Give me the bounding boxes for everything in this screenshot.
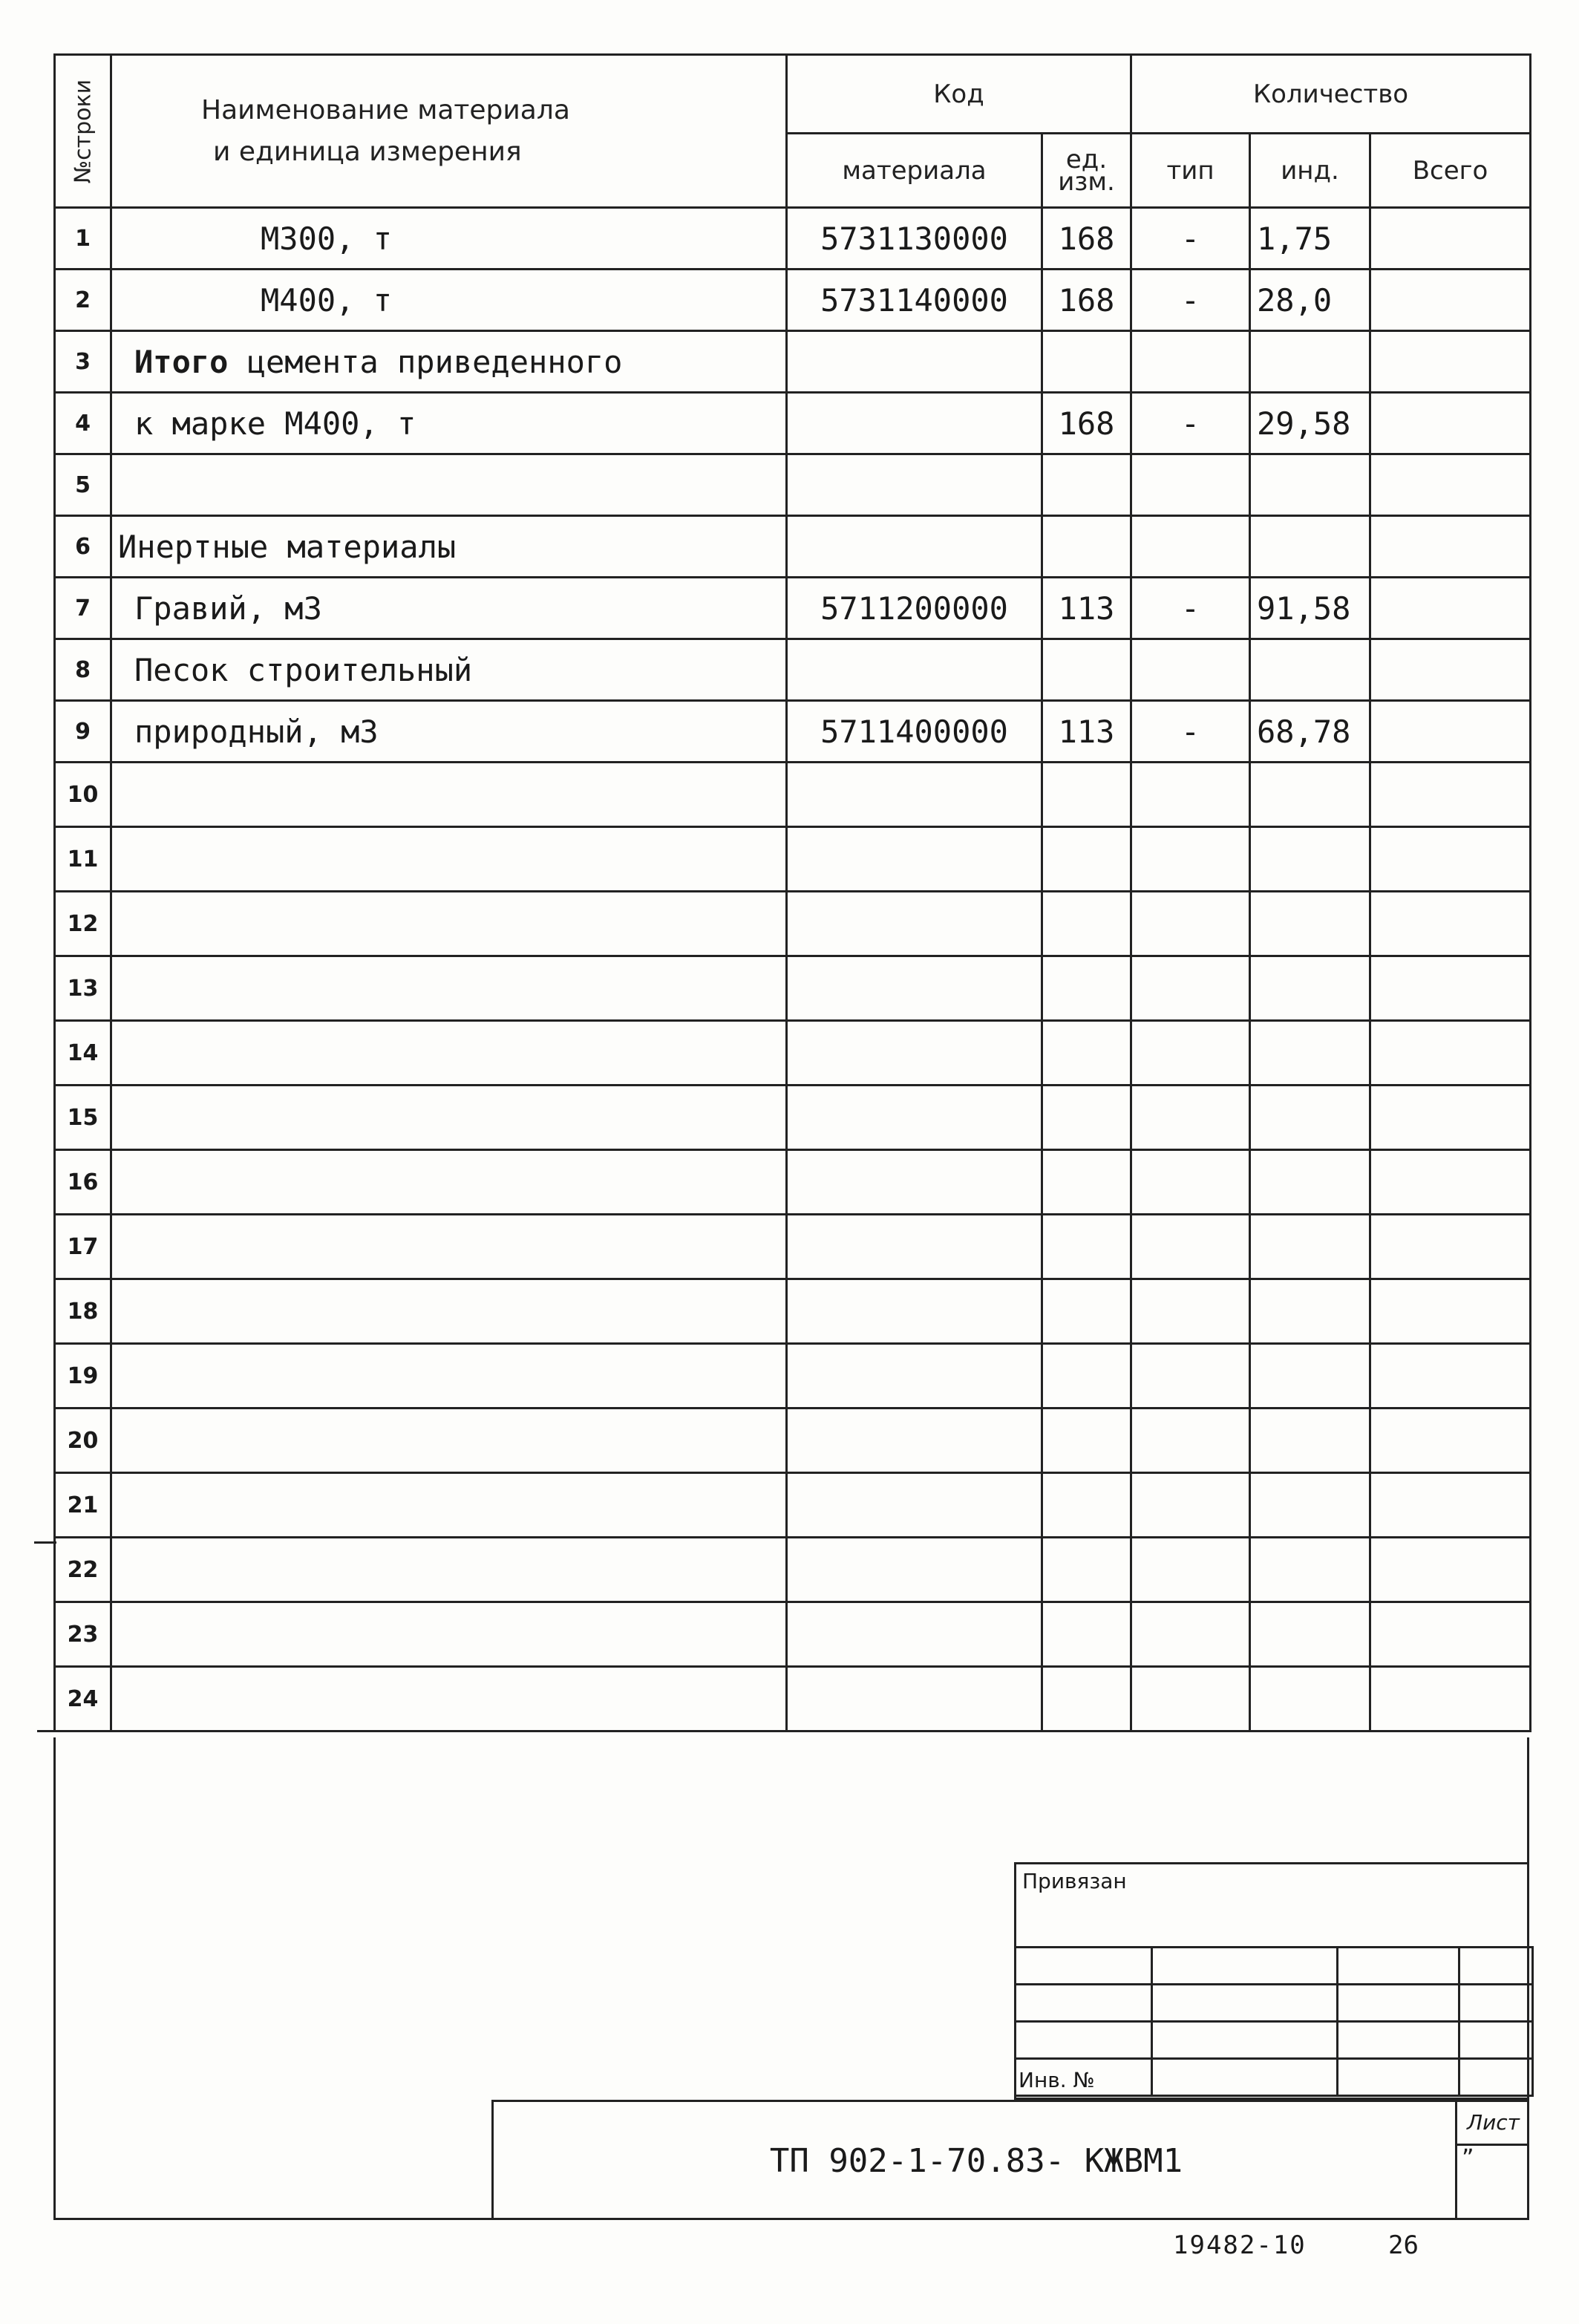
edge-mark [34, 1541, 56, 1544]
individual-value [1250, 1344, 1370, 1409]
unit-code [1042, 1021, 1131, 1086]
table-row [55, 393, 1531, 454]
table-row [55, 1279, 1531, 1344]
row-number: 8 [55, 639, 111, 701]
individual-value: 1,75 [1250, 208, 1370, 270]
quantity-group-header: Количество [1131, 55, 1531, 134]
unit-code [1042, 1473, 1131, 1538]
table-row [55, 331, 1531, 393]
individual-value [1250, 1086, 1370, 1150]
archive-number: 19482-10 [1173, 2230, 1307, 2260]
row-number: 19 [55, 1344, 111, 1409]
table-row [55, 1473, 1531, 1538]
row-number: 11 [55, 827, 111, 892]
row-number: 7 [55, 578, 111, 639]
row-number: 10 [55, 763, 111, 827]
type-value [1131, 454, 1250, 516]
total-value [1370, 1602, 1531, 1667]
table-row [55, 1344, 1531, 1409]
total-value [1370, 892, 1531, 956]
table-row [55, 1667, 1531, 1731]
type-value: - [1131, 701, 1250, 763]
unit-code [1042, 1279, 1131, 1344]
row-number: 24 [55, 1667, 111, 1731]
material-name: к марке М400, т [111, 393, 787, 454]
individual-value [1250, 1602, 1370, 1667]
edge-mark [37, 1730, 55, 1732]
material-code [787, 956, 1042, 1021]
table-row [55, 701, 1531, 763]
table-row [55, 1021, 1531, 1086]
binding-cell [1016, 1948, 1152, 1985]
table-row [55, 1602, 1531, 1667]
individual-value: 28,0 [1250, 270, 1370, 331]
binding-cell [1016, 2022, 1152, 2059]
total-value [1370, 1215, 1531, 1279]
total-header: Всего [1370, 134, 1531, 208]
total-value [1370, 1473, 1531, 1538]
row-number: 3 [55, 331, 111, 393]
binding-cell [1459, 1985, 1533, 2022]
unit-code [1042, 763, 1131, 827]
table-row [55, 208, 1531, 270]
individual-value [1250, 892, 1370, 956]
unit-code [1042, 1215, 1131, 1279]
material-code [787, 331, 1042, 393]
type-value: - [1131, 270, 1250, 331]
unit-code: 168 [1042, 270, 1131, 331]
material-code: 5711200000 [787, 578, 1042, 639]
row-number-header-label: №строки [70, 79, 96, 183]
total-value [1370, 331, 1531, 393]
binding-cell [1152, 2059, 1338, 2096]
page-number: 26 [1388, 2230, 1419, 2260]
row-number: 1 [55, 208, 111, 270]
material-name [111, 331, 787, 393]
material-name: Инертные материалы [111, 516, 787, 578]
material-name [111, 1279, 787, 1344]
total-value [1370, 1279, 1531, 1344]
material-code [787, 1473, 1042, 1538]
table-row [55, 639, 1531, 701]
total-value [1370, 270, 1531, 331]
row-number: 2 [55, 270, 111, 331]
type-value [1131, 331, 1250, 393]
material-code: 5731140000 [787, 270, 1042, 331]
row-number: 21 [55, 1473, 111, 1538]
individual-value [1250, 331, 1370, 393]
table-row [55, 827, 1531, 892]
type-value [1131, 1215, 1250, 1279]
material-code: 5711400000 [787, 701, 1042, 763]
individual-value [1250, 639, 1370, 701]
total-value [1370, 1538, 1531, 1602]
total-value [1370, 1150, 1531, 1215]
table-row [55, 1538, 1531, 1602]
individual-value [1250, 1409, 1370, 1473]
material-name [111, 827, 787, 892]
material-name-rest: цемента приведенного [246, 343, 623, 380]
individual-header: инд. [1250, 134, 1370, 208]
individual-value [1250, 1150, 1370, 1215]
unit-code [1042, 1344, 1131, 1409]
material-code [787, 892, 1042, 956]
total-value [1370, 701, 1531, 763]
material-code [787, 1086, 1042, 1150]
total-value [1370, 516, 1531, 578]
total-value [1370, 763, 1531, 827]
material-code [787, 1602, 1042, 1667]
individual-value: 68,78 [1250, 701, 1370, 763]
material-code [787, 1150, 1042, 1215]
row-number: 16 [55, 1150, 111, 1215]
material-code [787, 1279, 1042, 1344]
unit-code: 168 [1042, 393, 1131, 454]
individual-value: 29,58 [1250, 393, 1370, 454]
material-code [787, 827, 1042, 892]
table-row [55, 763, 1531, 827]
table-row [55, 1215, 1531, 1279]
unit-code: 168 [1042, 208, 1131, 270]
binding-cell [1152, 1985, 1338, 2022]
row-number: 23 [55, 1602, 111, 1667]
type-value [1131, 956, 1250, 1021]
type-value [1131, 639, 1250, 701]
material-name [111, 1150, 787, 1215]
total-value [1370, 1344, 1531, 1409]
unit-code: 113 [1042, 701, 1131, 763]
unit-code [1042, 1086, 1131, 1150]
unit-code [1042, 1667, 1131, 1731]
type-value [1131, 1344, 1250, 1409]
binding-cell [1459, 1948, 1533, 1985]
unit-code [1042, 331, 1131, 393]
material-code [787, 1344, 1042, 1409]
type-value: - [1131, 393, 1250, 454]
type-value [1131, 827, 1250, 892]
inventory-number-label: Инв. № [1019, 2068, 1095, 2092]
unit-code-header-line1: ед. [1065, 144, 1108, 174]
type-value [1131, 1602, 1250, 1667]
type-value [1131, 892, 1250, 956]
binding-block [1014, 1862, 1529, 2100]
material-name: М400, т [111, 270, 787, 331]
row-number: 15 [55, 1086, 111, 1150]
material-name [111, 1344, 787, 1409]
sheet-cell [1455, 2102, 1529, 2220]
material-name [111, 763, 787, 827]
material-name [111, 1538, 787, 1602]
total-value [1370, 1409, 1531, 1473]
unit-code [1042, 1602, 1131, 1667]
material-name [111, 1021, 787, 1086]
material-name [111, 1667, 787, 1731]
material-code [787, 1215, 1042, 1279]
individual-value [1250, 956, 1370, 1021]
individual-value [1250, 1667, 1370, 1731]
individual-value: 91,58 [1250, 578, 1370, 639]
row-number: 14 [55, 1021, 111, 1086]
material-name: Песок строительный [111, 639, 787, 701]
unit-code [1042, 1538, 1131, 1602]
type-value [1131, 763, 1250, 827]
material-code [787, 1409, 1042, 1473]
row-number: 18 [55, 1279, 111, 1344]
type-value [1131, 1086, 1250, 1150]
bound-label: Привязан [1022, 1869, 1127, 1893]
binding-cell [1338, 1948, 1459, 1985]
row-number: 12 [55, 892, 111, 956]
binding-cell [1459, 2059, 1533, 2096]
total-value [1370, 208, 1531, 270]
row-number: 17 [55, 1215, 111, 1279]
total-value [1370, 393, 1531, 454]
unit-code [1042, 892, 1131, 956]
unit-code [1042, 1150, 1131, 1215]
type-value [1131, 1409, 1250, 1473]
individual-value [1250, 516, 1370, 578]
type-value: - [1131, 578, 1250, 639]
material-name [111, 1473, 787, 1538]
table-row [55, 516, 1531, 578]
material-name [111, 1602, 787, 1667]
type-header: тип [1131, 134, 1250, 208]
binding-cell [1459, 2022, 1533, 2059]
material-code [787, 763, 1042, 827]
total-value [1370, 454, 1531, 516]
unit-code-header-line2: изм. [1058, 166, 1115, 197]
row-number: 5 [55, 454, 111, 516]
document-code: ТП 902-1-70.83- КЖВМ1 [769, 2142, 1183, 2180]
total-value [1370, 578, 1531, 639]
unit-code [1042, 827, 1131, 892]
individual-value [1250, 454, 1370, 516]
material-code [787, 639, 1042, 701]
row-number: 22 [55, 1538, 111, 1602]
material-name [111, 892, 787, 956]
type-value [1131, 516, 1250, 578]
row-number: 4 [55, 393, 111, 454]
total-value [1370, 639, 1531, 701]
binding-cell [1152, 1948, 1338, 1985]
material-code [787, 1538, 1042, 1602]
individual-value [1250, 1473, 1370, 1538]
binding-cell [1152, 2022, 1338, 2059]
materials-table [53, 53, 1531, 1732]
table-row [55, 1150, 1531, 1215]
material-code [787, 516, 1042, 578]
type-value [1131, 1667, 1250, 1731]
table-row [55, 1086, 1531, 1150]
material-code [787, 1021, 1042, 1086]
row-number-header [55, 55, 111, 208]
material-name-header-line1: Наименование материала [201, 94, 570, 125]
individual-value [1250, 1538, 1370, 1602]
title-block [491, 2100, 1529, 2220]
binding-cell [1016, 1985, 1152, 2022]
type-value: - [1131, 208, 1250, 270]
individual-value [1250, 1021, 1370, 1086]
material-code [787, 1667, 1042, 1731]
individual-value [1250, 1279, 1370, 1344]
row-number: 13 [55, 956, 111, 1021]
material-name [111, 1409, 787, 1473]
binding-cell [1338, 2059, 1459, 2096]
unit-code [1042, 454, 1131, 516]
unit-code [1042, 1409, 1131, 1473]
row-number: 20 [55, 1409, 111, 1473]
type-value [1131, 1279, 1250, 1344]
total-value [1370, 1667, 1531, 1731]
sheet-value: ” [1462, 2144, 1474, 2172]
individual-value [1250, 827, 1370, 892]
material-code [787, 393, 1042, 454]
material-name: Гравий, м3 [111, 578, 787, 639]
row-number: 9 [55, 701, 111, 763]
table-row [55, 1409, 1531, 1473]
material-name-header-line2: и единица измерения [213, 136, 522, 167]
type-value [1131, 1538, 1250, 1602]
table-row [55, 892, 1531, 956]
material-name [111, 956, 787, 1021]
material-name: М300, т [111, 208, 787, 270]
total-value [1370, 1021, 1531, 1086]
unit-code [1042, 956, 1131, 1021]
individual-value [1250, 1215, 1370, 1279]
material-name-prefix: Итого [134, 343, 229, 380]
unit-code [1042, 639, 1131, 701]
material-name: природный, м3 [111, 701, 787, 763]
table-row [55, 454, 1531, 516]
material-name [111, 1215, 787, 1279]
total-value [1370, 1086, 1531, 1150]
unit-code-header [1042, 134, 1131, 208]
unit-code [1042, 516, 1131, 578]
type-value [1131, 1473, 1250, 1538]
total-value [1370, 827, 1531, 892]
material-name-header [111, 55, 787, 208]
table-row [55, 956, 1531, 1021]
material-name [111, 1086, 787, 1150]
row-number: 6 [55, 516, 111, 578]
unit-code: 113 [1042, 578, 1131, 639]
table-row [55, 578, 1531, 639]
material-code [787, 454, 1042, 516]
total-value [1370, 956, 1531, 1021]
table-row [55, 270, 1531, 331]
individual-value [1250, 763, 1370, 827]
material-code-header: материала [787, 134, 1042, 208]
material-name [111, 454, 787, 516]
type-value [1131, 1150, 1250, 1215]
code-group-header: Код [787, 55, 1131, 134]
type-value [1131, 1021, 1250, 1086]
material-code: 5731130000 [787, 208, 1042, 270]
sheet-label: Лист [1457, 2102, 1529, 2146]
binding-cell [1338, 2022, 1459, 2059]
binding-cell [1338, 1985, 1459, 2022]
